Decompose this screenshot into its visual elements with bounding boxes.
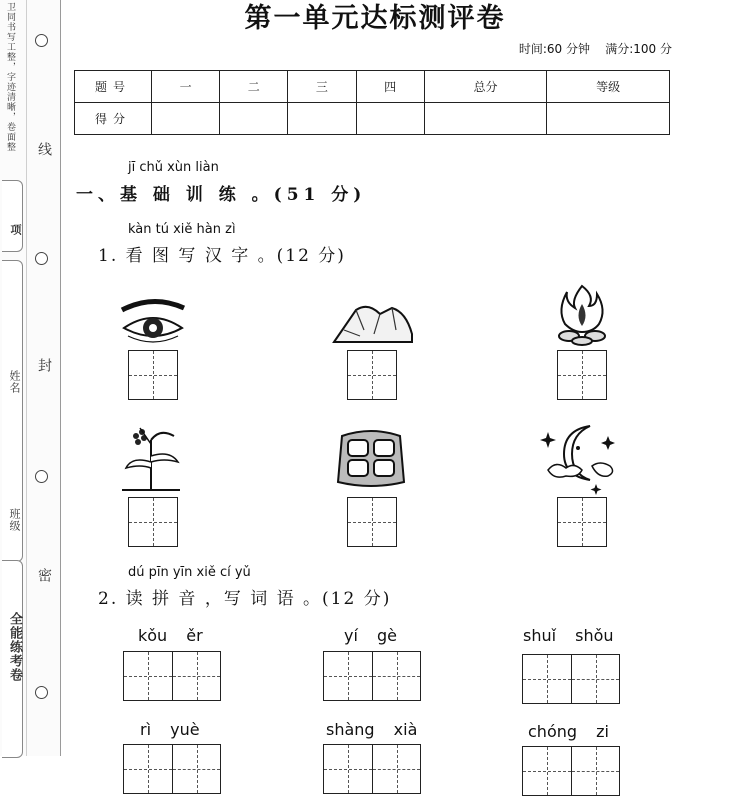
word-pinyin: yí gè [344,626,397,645]
binding-hole [35,686,48,699]
word-answer-box[interactable] [323,744,421,794]
score-row-label: 得分 [75,103,152,135]
score-header-cell: 一 [152,71,220,103]
binding-hole [35,470,48,483]
score-input-cell[interactable] [288,103,356,135]
word-answer-box[interactable] [522,654,620,704]
q1-pinyin: kàn tú xiě hàn zì [128,222,236,237]
moon-icon [538,420,622,496]
score-input-cell[interactable] [424,103,547,135]
word-pinyin: shuǐ shǒu [523,626,614,645]
score-header-cell: 三 [288,71,356,103]
name-label: 姓名 [8,370,21,394]
word-pinyin: rì yuè [140,720,200,739]
score-label: 满分:100 分 [605,42,672,56]
word-pinyin: chóng zi [528,722,609,741]
q2-title: 2. 读 拼 音 ，写 词 语 。(12 分) [98,589,392,609]
score-table-header-row [75,71,670,103]
word-answer-box[interactable] [522,746,620,796]
section1-pinyin: jī chǔ xùn liàn [128,160,219,175]
binding-hole [35,252,48,265]
score-input-cell[interactable] [152,103,220,135]
answer-grid[interactable] [557,350,607,400]
answer-grid[interactable] [347,350,397,400]
strip-divider [26,0,27,756]
word-pinyin: shàng xià [326,720,418,739]
page-title: 第一单元达标测评卷 [244,3,506,34]
margin-section-item: 项 [9,224,22,236]
section1-title: 一、基 础 训 练 。(51 分) [76,185,367,205]
binding-hole [35,34,48,47]
score-table [74,70,670,135]
answer-grid[interactable] [347,497,397,547]
answer-grid[interactable] [128,497,178,547]
score-header-cell: 总分 [424,71,547,103]
eye-icon [118,296,188,344]
score-input-cell[interactable] [356,103,424,135]
score-table-row [75,103,670,135]
answer-grid[interactable] [557,497,607,547]
exam-meta [519,40,672,57]
score-input-cell[interactable] [547,103,670,135]
word-answer-box[interactable] [123,651,221,701]
answer-grid[interactable] [128,350,178,400]
score-header-cell: 等级 [547,71,670,103]
stone-icon [330,300,416,344]
score-input-cell[interactable] [220,103,288,135]
word-answer-box[interactable] [323,651,421,701]
class-label: 班级 [8,508,21,532]
word-answer-box[interactable] [123,744,221,794]
word-pinyin: kǒu ěr [138,626,203,645]
score-header-cell: 二 [220,71,288,103]
score-header-cell: 四 [356,71,424,103]
q2-pinyin: dú pīn yīn xiě cí yǔ [128,565,251,580]
margin-top-text: 卫同书写工整，字迹清晰，卷面整 [5,2,15,152]
margin-tab [2,180,23,252]
fire-icon [555,284,609,346]
seal-label-2: 密 [36,568,52,583]
field-icon [334,428,408,490]
time-label: 时间:60 分钟 [518,42,590,56]
line-label: 线 [36,142,52,157]
binding-strip [0,0,61,756]
seal-label: 封 [36,358,52,373]
grain-plant-icon [120,422,182,492]
q1-title: 1. 看 图 写 汉 字 。(12 分) [98,246,346,266]
score-header-cell: 题号 [75,71,152,103]
brand-label: 全能练考卷 [7,612,22,682]
